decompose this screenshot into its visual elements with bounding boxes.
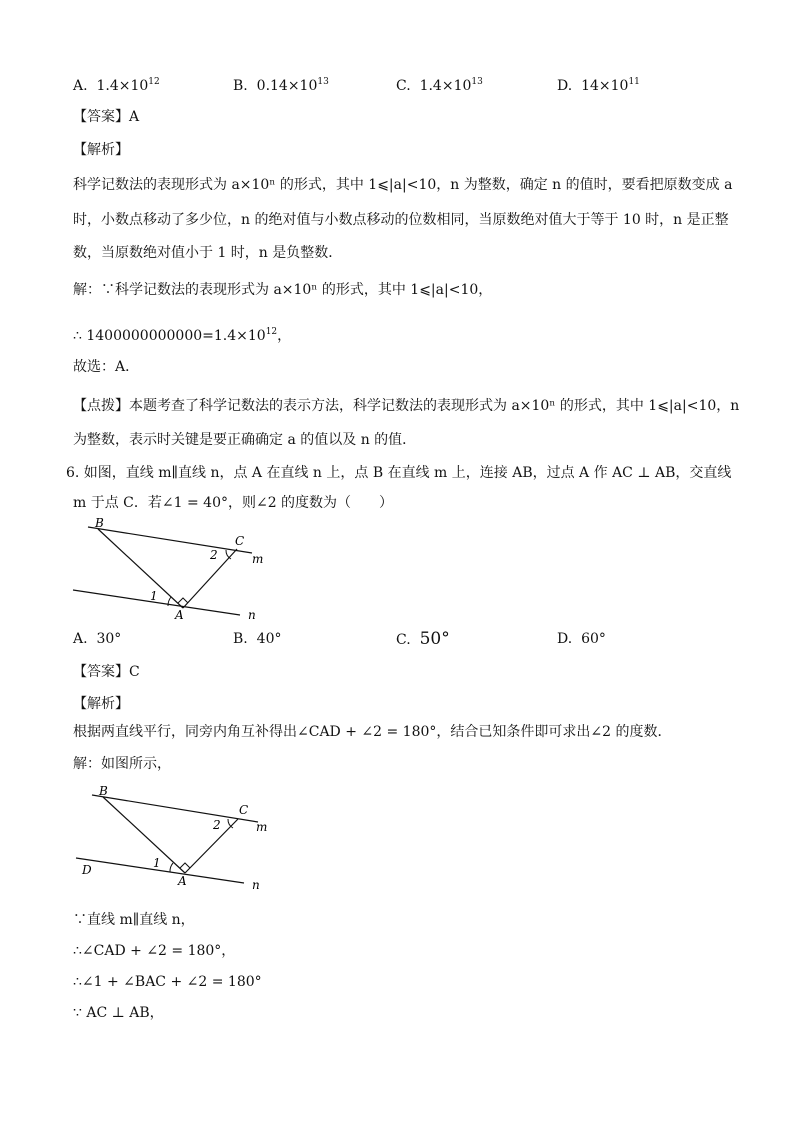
analysis-line: 数，当原数绝对值小于 1 时，n 是负整数．	[73, 245, 343, 261]
option-a: A. $1.4\times 10^{12}$	[73, 77, 160, 94]
label-angle-2: 2	[213, 818, 221, 832]
option-b: B. $0.14\times 10^{13}$	[233, 77, 329, 94]
q6-option-d: D. 60°	[557, 631, 606, 647]
analysis-heading: 【解析】	[73, 142, 129, 158]
solution-line: 解：∵科学记数法的表现形式为 a×10ⁿ 的形式，其中 1⩽|a|<10，	[73, 282, 493, 298]
option-d: D. $14\times 10^{11}$	[557, 77, 640, 94]
label-a: A	[178, 874, 187, 888]
figure-2	[68, 783, 288, 899]
question-6-stem: m 于点 C．若∠1 = 40°，则∠2 的度数为（ ）	[73, 495, 394, 511]
solution-step: ∵直线 m∥直线 n，	[73, 912, 195, 928]
solution-step: ∵ AC ⊥ AB，	[73, 1005, 164, 1021]
label-angle-2: 2	[210, 548, 218, 562]
q6-option-b: B. 40°	[233, 631, 282, 647]
label-c: C	[235, 534, 245, 548]
label-n: n	[248, 608, 256, 622]
label-n: n	[252, 878, 260, 892]
choice-line: 故选：A．	[73, 359, 140, 375]
label-b: B	[99, 784, 108, 798]
label-angle-1: 1	[150, 589, 158, 603]
analysis-line: 科学记数法的表现形式为 a×10ⁿ 的形式，其中 1⩽|a|<10，n 为整数，确定 n 的值时，要看把原数变成 a	[73, 177, 733, 193]
solution-line: 解：如图所示，	[73, 756, 171, 772]
calculation-line: ∴ $1400000000000=1.4\times 10^{12}$，	[73, 327, 292, 344]
tip-line: 【点拨】本题考查了科学记数法的表示方法，科学记数法的表现形式为 a×10ⁿ 的形式，其中 1⩽|a|<10，n	[73, 398, 740, 414]
question-6-stem: 6. 如图，直线 m∥直线 n，点 A 在直线 n 上，点 B 在直线 m 上，连接 AB，过点 A 作 AC ⊥ AB，交直线	[66, 465, 732, 481]
label-b: B	[95, 516, 104, 530]
q6-option-c: C. 50°	[396, 629, 450, 649]
option-c: C. $1.4\times 10^{13}$	[396, 77, 483, 94]
solution-step: ∴∠1 + ∠BAC + ∠2 = 180°	[73, 974, 262, 990]
solution-step: ∴∠CAD + ∠2 = 180°，	[73, 943, 236, 959]
analysis-heading: 【解析】	[73, 696, 129, 712]
tip-line: 为整数，表示时关键是要正确确定 a 的值以及 n 的值．	[73, 432, 417, 448]
label-angle-1: 1	[153, 856, 161, 870]
label-m: m	[256, 820, 268, 834]
analysis-line: 根据两直线平行，同旁内角互补得出∠CAD + ∠2 = 180°，结合已知条件即可求出∠2 的度数．	[73, 724, 672, 740]
answer-label: 【答案】C	[73, 664, 140, 680]
label-m: m	[252, 552, 264, 566]
label-c: C	[239, 803, 249, 817]
q6-option-a: A. 30°	[73, 631, 122, 647]
answer-label: 【答案】A	[73, 109, 140, 125]
label-a: A	[175, 608, 184, 622]
label-d: D	[82, 863, 92, 877]
analysis-line: 时，小数点移动了多少位，n 的绝对值与小数点移动的位数相同，当原数绝对值大于等于 10 时，n 是正整	[73, 212, 729, 228]
figure-1	[65, 515, 285, 629]
